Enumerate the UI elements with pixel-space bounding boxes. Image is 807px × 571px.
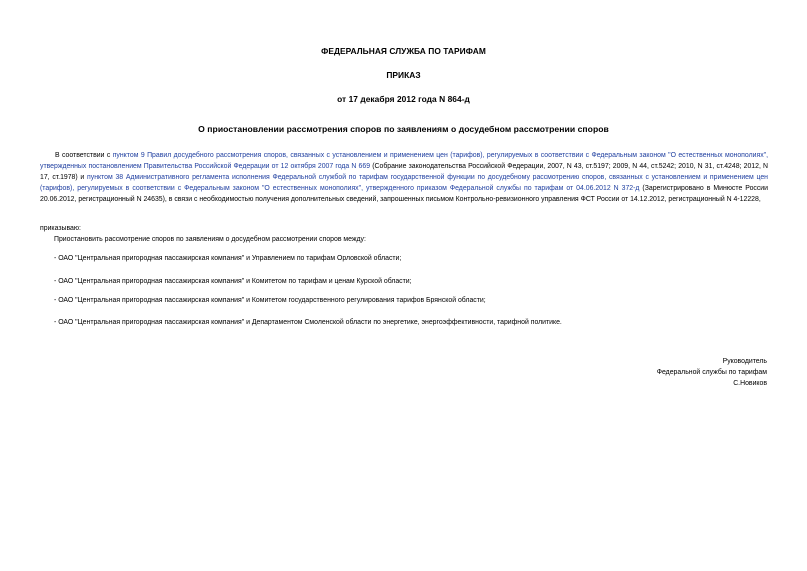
- document-type: ПРИКАЗ: [386, 70, 421, 80]
- list-item: - ОАО "Центральная пригородная пассажирская компания" и Департаментом Смоленской области по энергетике, энергоэффективности, тарифной политике.: [54, 319, 562, 326]
- list-item: - ОАО "Центральная пригородная пассажирская компания" и Комитетом по тарифам и ценам Курской области;: [54, 278, 412, 285]
- orders-word: приказываю:: [40, 225, 81, 232]
- list-item: - ОАО "Центральная пригородная пассажирская компания" и Управлением по тарифам Орловской области;: [54, 255, 402, 262]
- list-item: - ОАО "Центральная пригородная пассажирская компания" и Комитетом государственного регулирования тарифов Брянской области;: [54, 297, 486, 304]
- document-subject: О приостановлении рассмотрения споров по заявлениям о досудебном рассмотрении споров: [198, 124, 609, 134]
- organization-title: ФЕДЕРАЛЬНАЯ СЛУЖБА ПО ТАРИФАМ: [321, 46, 486, 56]
- rules-link[interactable]: пунктом 9 Правил досудебного рассмотрения споров, связанных с установлением и применением цен (тарифов), регулируемых в соответствии с Федеральным законом "О естественных монополиях", утвержденных постановлением Правительства Российской Федерации от 12 октября 2007 года N 669: [40, 152, 768, 170]
- preamble-paragraph: [40, 150, 768, 205]
- document-date-number: от 17 декабря 2012 года N 864-д: [337, 94, 470, 104]
- signature-position: Руководитель: [722, 358, 767, 365]
- preamble-text-3: (Зарегистрировано в Минюсте России 20.06.2012, регистрационный N 24635), в связи с необходимостью получения дополнительных сведений, запрошенных письмом Контрольно-ревизионного управления ФСТ России от 14.12.2012, регистрационный N 4-12228,: [40, 185, 768, 203]
- signature-organization: Федеральной службы по тарифам: [656, 369, 767, 376]
- preamble-text-1: В соответствии с: [55, 152, 113, 159]
- regulation-link[interactable]: пунктом 38 Административного регламента исполнения Федеральной службой по тарифам государственной функции по досудебному рассмотрению споров, связанных с установлением и применением цен (тарифов), регулируемых в соответствии с Федеральным законом "О естественных монополиях", утвержденного приказом Федеральной службы по тарифам от 04.06.2012 N 372-д: [40, 174, 768, 192]
- preamble-text-2: (Собрание законодательства Российской Федерации, 2007, N 43, ст.5197; 2009, N 44, ст.5242; 2010, N 31, ст.4248; 2012, N 17, ст.1978) и: [40, 163, 768, 181]
- signature-name: С.Новиков: [733, 380, 767, 387]
- decision-text: Приостановить рассмотрение споров по заявлениям о досудебном рассмотрении споров между:: [54, 236, 366, 243]
